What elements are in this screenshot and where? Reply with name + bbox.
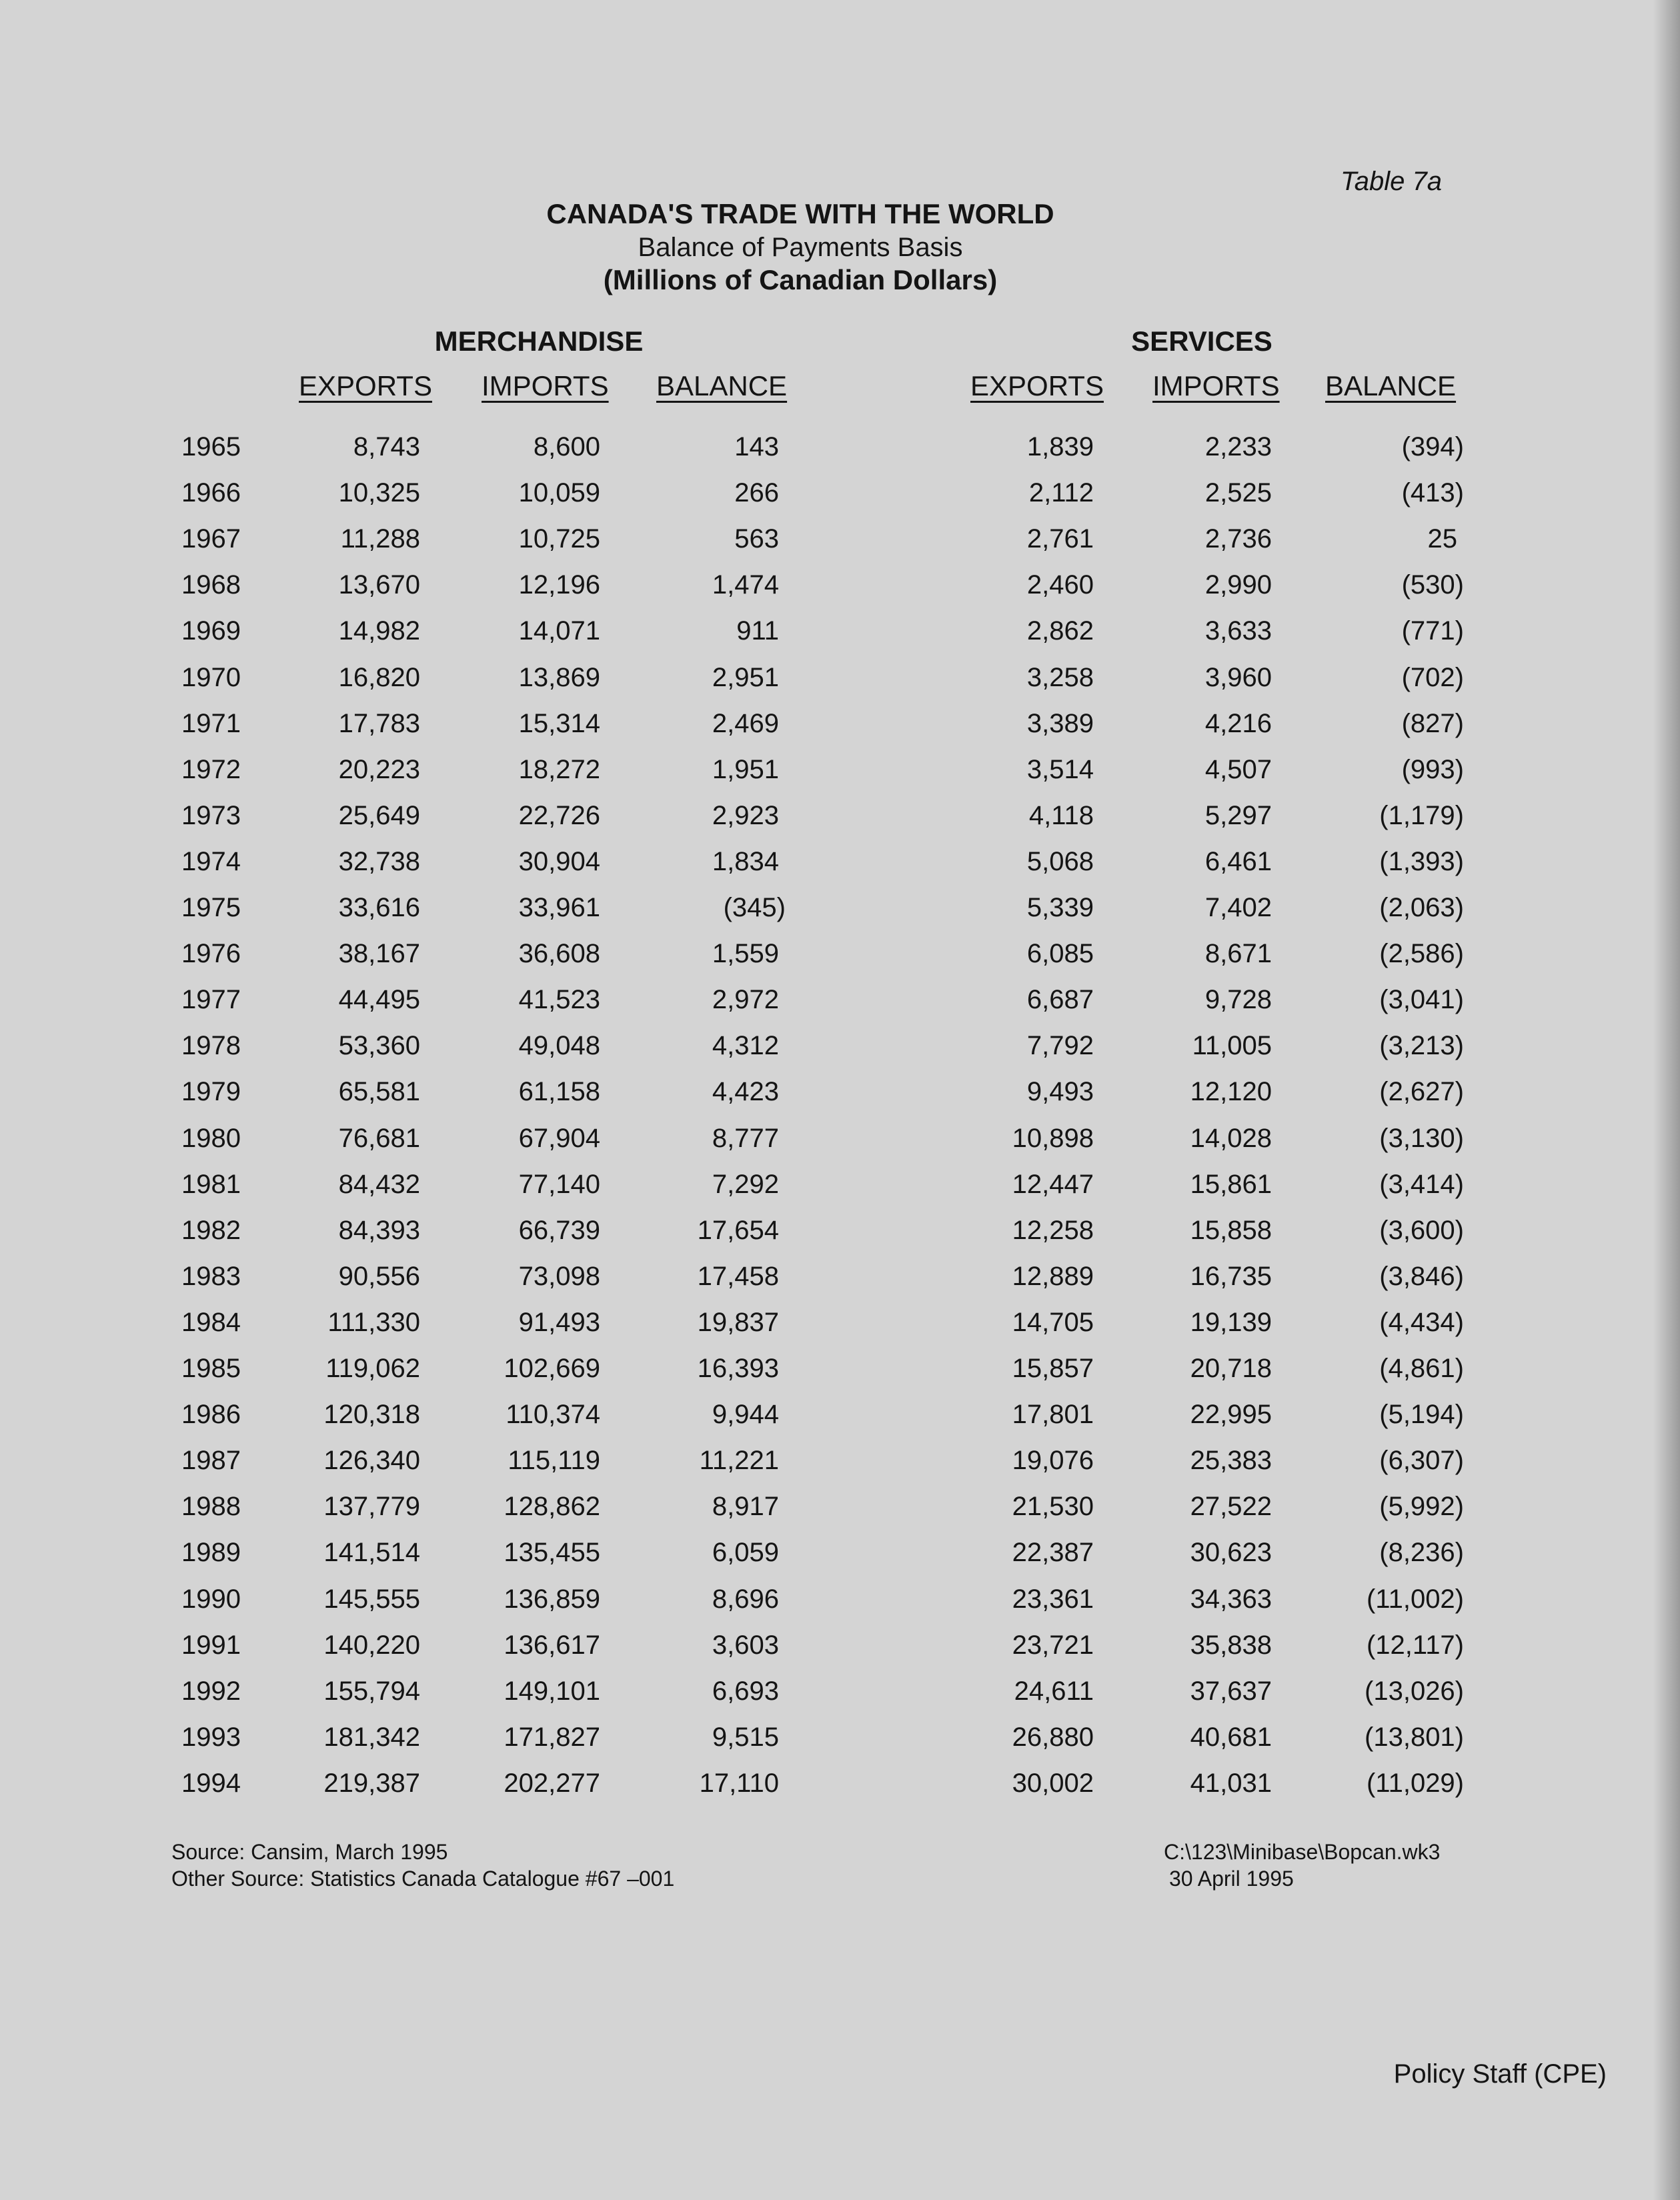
services-balance-cell: (993) <box>1401 754 1464 784</box>
title-block <box>400 197 1200 297</box>
services-balance-cell: (4,434) <box>1379 1307 1464 1337</box>
merchandise-balance-cell: 17,458 <box>697 1261 779 1291</box>
merchandise-exports-cell: 84,432 <box>338 1169 420 1199</box>
merchandise-imports-cell: 202,277 <box>504 1768 600 1798</box>
merchandise-imports-cell: 36,608 <box>518 939 600 969</box>
services-balance-cell: (3,041) <box>1379 985 1464 1015</box>
merchandise-exports-cell: 155,794 <box>323 1676 420 1706</box>
services-exports-cell: 15,857 <box>1012 1354 1094 1383</box>
merchandise-balance-cell: 6,693 <box>712 1676 779 1706</box>
services-balance-cell: (2,063) <box>1379 893 1464 922</box>
merchandise-exports-cell: 141,514 <box>323 1538 420 1568</box>
services-exports-cell: 3,514 <box>1026 754 1094 784</box>
services-imports-cell: 34,363 <box>1190 1584 1272 1614</box>
merchandise-exports-cell: 20,223 <box>338 754 420 784</box>
year-cell: 1989 <box>181 1538 241 1568</box>
table-row <box>0 1723 1680 1769</box>
services-imports-cell: 27,522 <box>1190 1492 1272 1522</box>
services-imports-cell: 8,671 <box>1204 939 1272 969</box>
table-row <box>0 1216 1680 1262</box>
table-row <box>0 1031 1680 1077</box>
services-exports-cell: 23,721 <box>1012 1630 1094 1660</box>
merchandise-balance-cell: 266 <box>734 478 779 508</box>
services-balance-cell: (3,414) <box>1379 1169 1464 1199</box>
units-label: (Millions of Canadian Dollars) <box>603 264 998 295</box>
table-row <box>0 1677 1680 1723</box>
year-cell: 1982 <box>181 1215 241 1245</box>
year-cell: 1990 <box>181 1584 241 1614</box>
footer-sources <box>171 1839 674 1892</box>
merchandise-exports-cell: 8,743 <box>353 432 420 461</box>
merchandise-exports-cell: 16,820 <box>338 662 420 692</box>
services-exports-header: EXPORTS <box>970 370 1104 401</box>
services-exports-cell: 17,801 <box>1012 1400 1094 1430</box>
services-imports-cell: 40,681 <box>1190 1722 1272 1752</box>
merchandise-imports-cell: 49,048 <box>518 1031 600 1061</box>
merchandise-balance-cell: 8,777 <box>712 1123 779 1153</box>
merchandise-imports-cell: 22,726 <box>518 800 600 830</box>
merchandise-imports-cell: 10,725 <box>518 524 600 554</box>
merchandise-exports-cell: 10,325 <box>338 478 420 508</box>
merchandise-imports-cell: 136,859 <box>504 1584 600 1614</box>
services-balance-cell: (2,586) <box>1379 939 1464 969</box>
services-balance-cell: (3,213) <box>1379 1031 1464 1061</box>
merchandise-balance-cell: 1,559 <box>712 939 779 969</box>
page-subtitle: Balance of Payments Basis <box>638 233 963 262</box>
services-exports-cell: 23,361 <box>1012 1584 1094 1614</box>
year-cell: 1968 <box>181 570 241 600</box>
merchandise-balance-cell: 9,944 <box>712 1400 779 1430</box>
services-imports-cell: 16,735 <box>1190 1261 1272 1291</box>
merchandise-exports-cell: 126,340 <box>323 1446 420 1476</box>
services-balance-cell: (4,861) <box>1379 1354 1464 1383</box>
merchandise-balance-cell: 17,110 <box>699 1768 779 1798</box>
table-row <box>0 1354 1680 1400</box>
services-imports-cell: 4,507 <box>1204 754 1272 784</box>
services-exports-cell: 3,389 <box>1026 708 1094 738</box>
merchandise-balance-cell: 7,292 <box>712 1169 779 1199</box>
services-imports-cell: 9,728 <box>1204 985 1272 1015</box>
merchandise-balance-cell: 3,603 <box>712 1630 779 1660</box>
merchandise-imports-cell: 73,098 <box>518 1261 600 1291</box>
services-balance-cell: (3,130) <box>1379 1123 1464 1153</box>
merchandise-exports-cell: 53,360 <box>338 1031 420 1061</box>
services-exports-cell: 22,387 <box>1012 1538 1094 1568</box>
merchandise-balance-cell: 8,696 <box>712 1584 779 1614</box>
merchandise-balance-cell: 2,972 <box>712 985 779 1015</box>
services-exports-cell: 6,085 <box>1026 939 1094 969</box>
services-balance-cell: (5,992) <box>1379 1492 1464 1522</box>
services-exports-cell: 5,068 <box>1026 846 1094 876</box>
table-row <box>0 478 1680 524</box>
merchandise-exports-cell: 38,167 <box>338 939 420 969</box>
services-exports-cell: 1,839 <box>1026 432 1094 461</box>
merchandise-exports-cell: 25,649 <box>338 800 420 830</box>
services-imports-cell: 20,718 <box>1190 1354 1272 1383</box>
year-cell: 1993 <box>181 1722 241 1752</box>
merchandise-balance-cell: 1,951 <box>712 754 779 784</box>
services-exports-cell: 2,460 <box>1026 570 1094 600</box>
services-imports-cell: 7,402 <box>1204 893 1272 922</box>
services-balance-cell: (5,194) <box>1379 1400 1464 1430</box>
merchandise-balance-cell: 6,059 <box>712 1538 779 1568</box>
services-exports-cell: 10,898 <box>1012 1123 1094 1153</box>
merchandise-balance-cell: 2,923 <box>712 800 779 830</box>
merchandise-imports-header: IMPORTS <box>482 370 609 401</box>
merchandise-imports-cell: 30,904 <box>518 846 600 876</box>
merchandise-imports-cell: 91,493 <box>518 1307 600 1337</box>
services-balance-cell: (3,846) <box>1379 1261 1464 1291</box>
footer-file-info <box>1164 1839 1440 1892</box>
merchandise-exports-cell: 219,387 <box>323 1768 420 1798</box>
merchandise-imports-cell: 67,904 <box>518 1123 600 1153</box>
services-balance-cell: (2,627) <box>1379 1077 1464 1107</box>
merchandise-exports-cell: 76,681 <box>338 1123 420 1153</box>
services-imports-cell: 3,960 <box>1204 662 1272 692</box>
merchandise-exports-cell: 14,982 <box>338 616 420 646</box>
merchandise-exports-cell: 84,393 <box>338 1215 420 1245</box>
merchandise-imports-cell: 8,600 <box>533 432 600 461</box>
merchandise-imports-cell: 12,196 <box>518 570 600 600</box>
year-cell: 1969 <box>181 616 241 646</box>
services-imports-cell: 12,120 <box>1190 1077 1272 1107</box>
services-exports-cell: 26,880 <box>1012 1722 1094 1752</box>
table-row <box>0 1584 1680 1630</box>
services-imports-cell: 25,383 <box>1190 1446 1272 1476</box>
merchandise-balance-cell: (345) <box>723 893 786 922</box>
merchandise-exports-cell: 33,616 <box>338 893 420 922</box>
services-heading: SERVICES <box>1131 325 1273 357</box>
year-cell: 1979 <box>181 1077 241 1107</box>
merchandise-balance-cell: 1,834 <box>712 846 779 876</box>
merchandise-balance-cell: 17,654 <box>697 1215 779 1245</box>
document-date: 30 April 1995 <box>1169 1867 1294 1891</box>
merchandise-exports-header: EXPORTS <box>299 370 432 401</box>
services-exports-cell: 2,112 <box>1028 478 1094 508</box>
services-balance-cell: (530) <box>1401 570 1464 600</box>
year-cell: 1978 <box>181 1031 241 1061</box>
table-row <box>0 432 1680 478</box>
merchandise-imports-cell: 33,961 <box>518 893 600 922</box>
year-cell: 1986 <box>181 1400 241 1430</box>
year-cell: 1967 <box>181 524 241 554</box>
services-imports-cell: 41,031 <box>1190 1768 1272 1798</box>
services-exports-cell: 4,118 <box>1028 800 1094 830</box>
services-exports-cell: 30,002 <box>1012 1768 1094 1798</box>
table-row <box>0 1538 1680 1584</box>
services-balance-header: BALANCE <box>1325 370 1457 401</box>
year-cell: 1983 <box>181 1261 241 1291</box>
merchandise-exports-cell: 13,670 <box>338 570 420 600</box>
merchandise-imports-cell: 128,862 <box>504 1492 600 1522</box>
merchandise-imports-cell: 77,140 <box>518 1169 600 1199</box>
services-imports-cell: 6,461 <box>1204 846 1272 876</box>
merchandise-exports-cell: 65,581 <box>338 1077 420 1107</box>
services-balance-cell: (3,600) <box>1379 1215 1464 1245</box>
services-balance-cell: (13,801) <box>1365 1722 1464 1752</box>
merchandise-exports-cell: 17,783 <box>338 708 420 738</box>
services-imports-cell: 15,861 <box>1190 1169 1272 1199</box>
table-row <box>0 663 1680 709</box>
year-cell: 1991 <box>181 1630 241 1660</box>
merchandise-exports-cell: 90,556 <box>338 1261 420 1291</box>
services-imports-cell: 22,995 <box>1190 1400 1272 1430</box>
services-imports-cell: 14,028 <box>1190 1123 1272 1153</box>
table-row <box>0 570 1680 616</box>
merchandise-balance-header: BALANCE <box>656 370 788 401</box>
table-row <box>0 1308 1680 1354</box>
services-exports-cell: 14,705 <box>1012 1307 1094 1337</box>
services-exports-cell: 24,611 <box>1014 1676 1094 1706</box>
table-row <box>0 709 1680 755</box>
merchandise-balance-cell: 9,515 <box>712 1722 779 1752</box>
services-exports-cell: 2,862 <box>1026 616 1094 646</box>
services-balance-cell: (13,026) <box>1365 1676 1464 1706</box>
services-balance-cell: (1,393) <box>1379 846 1464 876</box>
year-cell: 1972 <box>181 754 241 784</box>
source-note: Source: Cansim, March 1995 <box>171 1840 448 1864</box>
merchandise-exports-cell: 140,220 <box>323 1630 420 1660</box>
table-row <box>0 1446 1680 1492</box>
table-row <box>0 1492 1680 1538</box>
year-cell: 1981 <box>181 1169 241 1199</box>
merchandise-imports-cell: 41,523 <box>518 985 600 1015</box>
year-cell: 1987 <box>181 1446 241 1476</box>
policy-staff-label: Policy Staff (CPE) <box>1393 2059 1607 2089</box>
year-cell: 1973 <box>181 800 241 830</box>
services-exports-cell: 12,258 <box>1012 1215 1094 1245</box>
services-balance-cell: (8,236) <box>1379 1538 1464 1568</box>
table-row <box>0 801 1680 847</box>
merchandise-imports-cell: 135,455 <box>504 1538 600 1568</box>
table-row <box>0 1630 1680 1677</box>
year-cell: 1988 <box>181 1492 241 1522</box>
page-title: CANADA'S TRADE WITH THE WORLD <box>546 198 1054 229</box>
services-imports-cell: 19,139 <box>1190 1307 1272 1337</box>
services-imports-cell: 15,858 <box>1190 1215 1272 1245</box>
other-source-note: Other Source: Statistics Canada Catalogue #67 –001 <box>171 1867 675 1891</box>
merchandise-balance-cell: 563 <box>734 524 779 554</box>
services-balance-cell: (827) <box>1401 708 1464 738</box>
table-row <box>0 1769 1680 1815</box>
merchandise-balance-cell: 143 <box>734 432 779 461</box>
year-cell: 1966 <box>181 478 241 508</box>
year-cell: 1985 <box>181 1354 241 1383</box>
services-balance-cell: 25 <box>1427 524 1457 554</box>
services-exports-cell: 9,493 <box>1026 1077 1094 1107</box>
table-row <box>0 939 1680 985</box>
merchandise-balance-cell: 4,423 <box>712 1077 779 1107</box>
services-balance-cell: (702) <box>1401 662 1464 692</box>
table-row <box>0 1262 1680 1308</box>
services-imports-cell: 2,736 <box>1204 524 1272 554</box>
services-exports-cell: 12,889 <box>1012 1261 1094 1291</box>
merchandise-balance-cell: 4,312 <box>712 1031 779 1061</box>
table-row <box>0 1400 1680 1446</box>
services-imports-cell: 2,525 <box>1204 478 1272 508</box>
year-cell: 1976 <box>181 939 241 969</box>
services-balance-cell: (11,029) <box>1366 1768 1464 1798</box>
year-cell: 1970 <box>181 662 241 692</box>
table-row <box>0 985 1680 1031</box>
merchandise-imports-cell: 61,158 <box>518 1077 600 1107</box>
merchandise-balance-cell: 11,221 <box>699 1446 779 1476</box>
merchandise-heading: MERCHANDISE <box>434 325 644 357</box>
merchandise-balance-cell: 8,917 <box>712 1492 779 1522</box>
file-path: C:\123\Minibase\Bopcan.wk3 <box>1164 1840 1441 1864</box>
services-balance-cell: (413) <box>1401 478 1464 508</box>
year-cell: 1971 <box>181 708 241 738</box>
services-exports-cell: 5,339 <box>1026 893 1094 922</box>
merchandise-exports-cell: 120,318 <box>323 1400 420 1430</box>
table-label: Table 7a <box>1341 167 1442 196</box>
table-row <box>0 616 1680 662</box>
year-cell: 1974 <box>181 846 241 876</box>
merchandise-imports-cell: 66,739 <box>518 1215 600 1245</box>
services-imports-cell: 30,623 <box>1190 1538 1272 1568</box>
table-row <box>0 1077 1680 1123</box>
services-imports-cell: 3,633 <box>1204 616 1272 646</box>
merchandise-exports-cell: 119,062 <box>325 1354 420 1383</box>
services-imports-cell: 2,233 <box>1204 432 1272 461</box>
merchandise-exports-cell: 44,495 <box>338 985 420 1015</box>
merchandise-imports-cell: 18,272 <box>518 754 600 784</box>
merchandise-imports-cell: 102,669 <box>504 1354 600 1383</box>
year-cell: 1975 <box>181 893 241 922</box>
services-imports-cell: 37,637 <box>1190 1676 1272 1706</box>
merchandise-imports-cell: 13,869 <box>518 662 600 692</box>
services-exports-cell: 3,258 <box>1026 662 1094 692</box>
services-balance-cell: (6,307) <box>1379 1446 1464 1476</box>
year-cell: 1984 <box>181 1307 241 1337</box>
merchandise-balance-cell: 19,837 <box>697 1307 779 1337</box>
year-cell: 1994 <box>181 1768 241 1798</box>
services-balance-cell: (771) <box>1401 616 1464 646</box>
services-imports-header: IMPORTS <box>1152 370 1280 401</box>
table-row <box>0 755 1680 801</box>
merchandise-imports-cell: 115,119 <box>508 1446 600 1476</box>
merchandise-exports-cell: 137,779 <box>323 1492 420 1522</box>
year-cell: 1992 <box>181 1676 241 1706</box>
merchandise-balance-cell: 2,951 <box>712 662 779 692</box>
services-balance-cell: (1,179) <box>1379 800 1464 830</box>
services-exports-cell: 2,761 <box>1026 524 1094 554</box>
merchandise-balance-cell: 2,469 <box>712 708 779 738</box>
merchandise-imports-cell: 110,374 <box>506 1400 600 1430</box>
services-imports-cell: 35,838 <box>1190 1630 1272 1660</box>
table-row <box>0 893 1680 939</box>
merchandise-balance-cell: 911 <box>736 616 779 646</box>
merchandise-exports-cell: 11,288 <box>340 524 420 554</box>
services-imports-cell: 4,216 <box>1204 708 1272 738</box>
table-row <box>0 1124 1680 1170</box>
table-row <box>0 847 1680 893</box>
year-cell: 1980 <box>181 1123 241 1153</box>
services-imports-cell: 2,990 <box>1204 570 1272 600</box>
services-exports-cell: 19,076 <box>1012 1446 1094 1476</box>
merchandise-imports-cell: 136,617 <box>504 1630 600 1660</box>
merchandise-exports-cell: 181,342 <box>323 1722 420 1752</box>
merchandise-imports-cell: 15,314 <box>518 708 600 738</box>
services-balance-cell: (11,002) <box>1366 1584 1464 1614</box>
services-exports-cell: 21,530 <box>1012 1492 1094 1522</box>
table-row <box>0 1170 1680 1216</box>
merchandise-balance-cell: 16,393 <box>697 1354 779 1383</box>
services-balance-cell: (394) <box>1401 432 1464 461</box>
services-imports-cell: 11,005 <box>1192 1031 1272 1061</box>
year-cell: 1965 <box>181 432 241 461</box>
services-balance-cell: (12,117) <box>1366 1630 1464 1660</box>
table-row <box>0 524 1680 570</box>
merchandise-imports-cell: 10,059 <box>518 478 600 508</box>
merchandise-imports-cell: 171,827 <box>504 1722 600 1752</box>
services-exports-cell: 12,447 <box>1012 1169 1094 1199</box>
merchandise-imports-cell: 14,071 <box>518 616 600 646</box>
year-cell: 1977 <box>181 985 241 1015</box>
merchandise-exports-cell: 145,555 <box>323 1584 420 1614</box>
merchandise-balance-cell: 1,474 <box>712 570 779 600</box>
merchandise-exports-cell: 32,738 <box>338 846 420 876</box>
merchandise-exports-cell: 111,330 <box>327 1307 420 1337</box>
services-exports-cell: 7,792 <box>1026 1031 1094 1061</box>
services-imports-cell: 5,297 <box>1204 800 1272 830</box>
merchandise-imports-cell: 149,101 <box>504 1676 600 1706</box>
services-exports-cell: 6,687 <box>1026 985 1094 1015</box>
